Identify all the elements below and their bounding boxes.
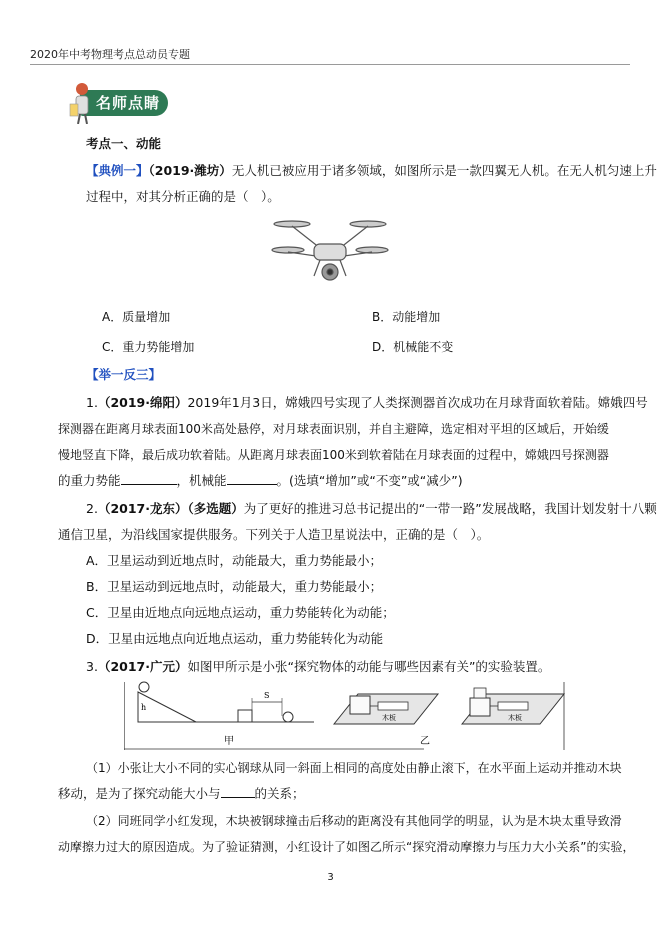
practice-tag: 【举一反三】 xyxy=(86,367,162,382)
q3-figure xyxy=(124,678,566,750)
teacher-icon xyxy=(68,80,98,124)
q1-blank-2[interactable] xyxy=(227,472,277,485)
label-s: S xyxy=(264,691,270,700)
q1-text1: 2019年1月3日，嫦娥四号实现了人类探测器首次成功在月球背面软着陆。嫦娥四号 xyxy=(187,395,648,410)
q3-p1-line1: （1）小张让大小不同的实心钢球从同一斜面上相同的高度处由静止滚下，在水平面上运动并推动木块 xyxy=(86,761,622,775)
example1-text1: 无人机已被应用于诸多领域，如图所示是一款四翼无人机。在无人机匀速上升 xyxy=(231,163,657,178)
q2-text1: 为了更好的推进习总书记提出的“一带一路”发展战略，我国计划发射十八颗 xyxy=(243,501,657,516)
example1-option-d: D．机械能不变 xyxy=(372,340,454,354)
q1-text4c: 。(选填“增加”或“不变”或“减少”) xyxy=(276,473,463,488)
q3-blank-1[interactable] xyxy=(221,785,255,798)
badge-label: 名师点睛 xyxy=(96,94,161,112)
q3-p1c: 的关系； xyxy=(254,786,305,801)
q3-p1b: 移动，是为了探究动能大小与 xyxy=(58,786,221,801)
board-label-1: 木板 xyxy=(382,714,396,722)
q1-line2: 探测器在距离月球表面100米高处悬停，对月球表面识别，并自主避障，选定相对平坦的区域后，开始缓 xyxy=(58,422,609,436)
q3-p2-line2: 动摩擦力过大的原因造成。为了验证猜测，小红设计了如图乙所示“探究滑动摩擦力与压力大小关系”的实验， xyxy=(58,840,635,854)
figure-yi xyxy=(334,688,564,747)
q1-text4a: 的重力势能 xyxy=(58,473,121,488)
q1-number: 1. xyxy=(86,395,98,410)
drone-figure xyxy=(270,210,390,295)
label-yi: 乙 xyxy=(420,736,430,747)
q3-p2-line1: （2）同班同学小红发现，木块被钢球撞击后移动的距离没有其他同学的明显，认为是木块太重导致滑 xyxy=(86,814,622,828)
q2-line1 xyxy=(86,495,657,523)
point-title: 考点一、动能 xyxy=(86,136,162,151)
example1-option-b: B．动能增加 xyxy=(372,310,441,324)
example1-line2: 过程中，对其分析正确的是（ ）。 xyxy=(86,189,280,204)
example1-tag: 【典例一】 xyxy=(86,163,149,178)
page-header: 2020年中考物理考点总动员专题 xyxy=(30,48,190,61)
q1-source: （2019·绵阳） xyxy=(97,395,188,410)
example1-option-a: A．质量增加 xyxy=(102,310,171,324)
q2-line2: 通信卫星，为沿线国家提供服务。下列关于人造卫星说法中，正确的是（ ）。 xyxy=(58,527,490,542)
q3-source: （2017·广元） xyxy=(97,659,188,674)
q2-option-c: C．卫星由近地点向远地点运动，重力势能转化为动能； xyxy=(86,605,395,620)
section-badge xyxy=(68,80,168,124)
q3-line1 xyxy=(86,653,550,681)
example1-source: （2019·潍坊） xyxy=(148,163,232,178)
q3-p1-line2 xyxy=(58,780,305,808)
q3-text1: 如图甲所示是小张“探究物体的动能与哪些因素有关”的实验装置。 xyxy=(187,659,551,674)
label-h: h xyxy=(141,703,147,712)
q2-source: （2017·龙东） xyxy=(97,501,188,516)
example1-option-c: C．重力势能增加 xyxy=(102,340,195,354)
q1-blank-1[interactable] xyxy=(121,472,177,485)
label-jia: 甲 xyxy=(224,736,234,747)
q2-number: 2. xyxy=(86,501,98,516)
q1-line1 xyxy=(86,389,648,417)
q1-line4 xyxy=(58,467,463,495)
q2-option-b: B．卫星运动到远地点时，动能最大，重力势能最小； xyxy=(86,579,383,594)
q2-option-a: A．卫星运动到近地点时，动能最大，重力势能最小； xyxy=(86,553,383,568)
board-label-2: 木板 xyxy=(508,714,522,722)
page-number: 3 xyxy=(327,872,334,883)
q2-kind: （多选题） xyxy=(187,501,244,516)
q3-number: 3. xyxy=(86,659,98,674)
q1-text4b: ，机械能 xyxy=(176,473,227,488)
example1-line1 xyxy=(86,157,657,185)
q2-option-d: D．卫星由远地点向近地点运动，重力势能转化为动能 xyxy=(86,631,384,646)
q1-line3: 慢地竖直下降，最后成功软着陆。从距离月球表面100米到软着陆在月球表面的过程中，嫦娥四号探测器 xyxy=(58,448,609,462)
header-divider xyxy=(30,64,630,65)
